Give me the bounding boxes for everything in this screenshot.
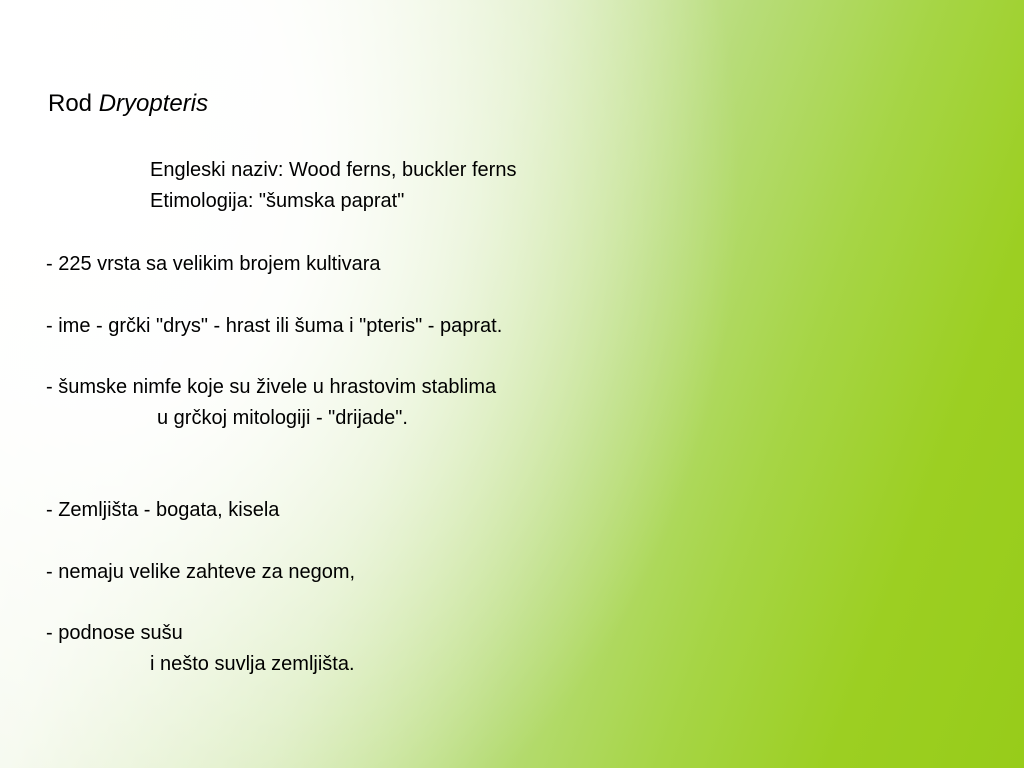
title-genus: Dryopteris [98,90,209,117]
nymphs-line: - šumske nimfe koje su živele u hrastovim stablima [46,376,497,398]
title-prefix: Rod [48,90,93,117]
slide-title [48,88,208,120]
drought-line: - podnose sušu [46,622,183,644]
nymphs-continuation-line: u grčkoj mitologiji - "drijade". [157,407,408,429]
drought-continuation-line: i nešto suvlja zemljišta. [150,653,355,675]
soil-line: - Zemljišta - bogata, kisela [46,499,280,521]
etymology-line: Etimologija: "šumska paprat" [150,190,405,212]
english-name-line: Engleski naziv: Wood ferns, buckler ferns [150,159,517,181]
species-count-line: - 225 vrsta sa velikim brojem kultivara [46,253,381,275]
name-origin-line: - ime - grčki "drys" - hrast ili šuma i "pteris" - paprat. [46,315,503,337]
care-line: - nemaju velike zahteve za negom, [46,561,356,583]
